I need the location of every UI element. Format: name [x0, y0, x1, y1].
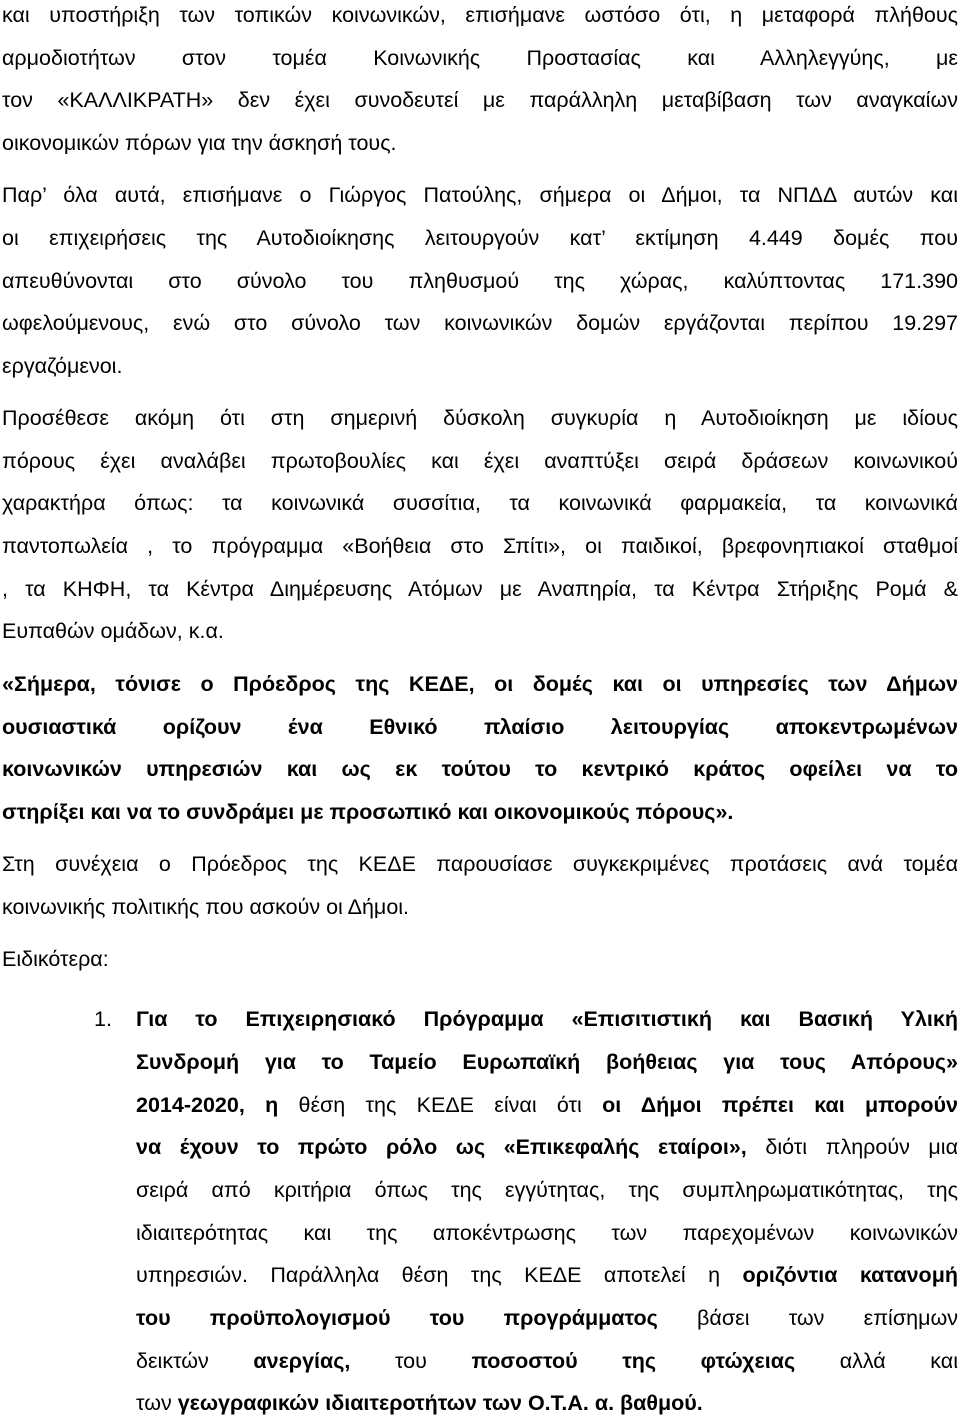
- p2-line-4: ωφελούμενους, ενώ στο σύνολο των κοινωνικών δομών εργάζονται περίπου 19.297: [2, 311, 958, 335]
- item1-line-2: Συνδρομή για το Ταμείο Ευρωπαϊκή βοήθειας για τους Απόρους»: [136, 1050, 958, 1074]
- p1-line-3: τον «ΚΑΛΛΙΚΡΑΤΗ» δεν έχει συνοδευτεί με παράλληλη μεταβίβαση των αναγκαίων: [2, 88, 958, 112]
- p4-line-4: στηρίξει και να το συνδράμει με προσωπικό και οικονομικούς πόρους».: [2, 800, 734, 824]
- p4-line-3: κοινωνικών υπηρεσιών και ως εκ τούτου το κεντρικό κράτος οφείλει να το: [2, 757, 958, 781]
- p3-line-6: Ευπαθών ομάδων, κ.α.: [2, 619, 224, 643]
- p3-line-5: , τα ΚΗΦΗ, τα Κέντρα Διημέρευσης Ατόμων με Αναπηρία, τα Κέντρα Στήριξης Ρομά &: [2, 577, 958, 601]
- item1-line-10: [136, 1388, 703, 1418]
- p2-line-3: απευθύνονται στο σύνολο του πληθυσμού της χώρας, καλύπτοντας 171.390: [2, 269, 958, 293]
- p3-line-3: χαρακτήρα όπως: τα κοινωνικά συσσίτια, τα κοινωνικά φαρμακεία, τα κοινωνικά: [2, 491, 958, 515]
- p5-line-2: κοινωνικής πολιτικής που ασκούν οι Δήμοι.: [2, 895, 410, 919]
- item1-line-9-bold-b: ποσοστού της φτώχειας: [471, 1349, 796, 1373]
- item1-line-3: [136, 1090, 958, 1120]
- item1-line-8-text: βάσει των επίσημων: [657, 1306, 958, 1330]
- item1-line-9: [136, 1346, 958, 1376]
- item1-line-9-text-b: του: [350, 1349, 472, 1373]
- item1-line-1: Για το Επιχειρησιακό Πρόγραμμα «Επισιτιστική και Βασική Υλική: [136, 1007, 958, 1031]
- p4-line-2: ουσιαστικά ορίζουν ένα Εθνικό πλαίσιο λειτουργίας αποκεντρωμένων: [2, 715, 958, 739]
- item1-line-4-text: διότι πληρούν μια: [746, 1135, 959, 1159]
- p1-line-4: οικονομικών πόρων για την άσκησή τους.: [2, 131, 397, 155]
- item1-line-3-text: θέση της ΚΕΔΕ είναι ότι: [278, 1093, 603, 1117]
- p3-line-4: παντοπωλεία , το πρόγραμμα «Βοήθεια στο Σπίτι», οι παιδικοί, βρεφονηπιακοί σταθμοί: [2, 534, 958, 558]
- p6-heading: Ειδικότερα:: [2, 947, 109, 971]
- item1-line-3-bold-a: 2014-2020, η: [136, 1093, 279, 1117]
- item1-line-5: σειρά από κριτήρια όπως της εγγύτητας, της συμπληρωματικότητας, της: [136, 1178, 958, 1202]
- item1-line-4: [136, 1132, 958, 1162]
- p4-line-1: «Σήμερα, τόνισε ο Πρόεδρος της ΚΕΔΕ, οι δομές και οι υπηρεσίες των Δήμων: [2, 672, 958, 696]
- p2-line-2: οι επιχειρήσεις της Αυτοδιοίκησης λειτουργούν κατ’ εκτίμηση 4.449 δομές που: [2, 226, 958, 250]
- item1-line-10-text: των: [136, 1391, 178, 1415]
- item1-line-10-bold: γεωγραφικών ιδιαιτεροτήτων των Ο.Τ.Α. α. βαθμού.: [177, 1391, 703, 1415]
- p2-line-5: εργαζόμενοι.: [2, 354, 123, 378]
- item1-line-6: ιδιαιτερότητας και της αποκέντρωσης των παρεχομένων κοινωνικών: [136, 1221, 958, 1245]
- p1-line-1: και υποστήριξη των τοπικών κοινωνικών, επισήμανε ωστόσο ότι, η μεταφορά πλήθους: [2, 3, 958, 27]
- p3-line-2: πόρους έχει αναλάβει πρωτοβουλίες και έχει αναπτύξει σειρά δράσεων κοινωνικού: [2, 449, 958, 473]
- item1-line-9-text-a: δεικτών: [136, 1349, 254, 1373]
- item1-line-7: [136, 1260, 958, 1290]
- p1-line-2: αρμοδιοτήτων στον τομέα Κοινωνικής Προστασίας και Αλληλεγγύης, με: [2, 46, 958, 70]
- item1-line-8: [136, 1303, 958, 1333]
- item1-line-9-bold-a: ανεργίας,: [253, 1349, 351, 1373]
- list-item-number: 1.: [94, 1007, 112, 1031]
- item1-line-9-text-c: αλλά και: [795, 1349, 959, 1373]
- item1-line-3-bold-b: οι Δήμοι πρέπει και μπορούν: [602, 1093, 959, 1117]
- item1-line-8-bold: του προϋπολογισμού του προγράμματος: [136, 1306, 658, 1330]
- p2-line-1: Παρ’ όλα αυτά, επισήμανε ο Γιώργος Πατούλης, σήμερα οι Δήμοι, τα ΝΠΔΔ αυτών και: [2, 183, 958, 207]
- item1-line-7-text: υπηρεσιών. Παράλληλα θέση της ΚΕΔΕ αποτελεί η: [136, 1263, 743, 1287]
- p5-line-1: Στη συνέχεια ο Πρόεδρος της ΚΕΔΕ παρουσίασε συγκεκριμένες προτάσεις ανά τομέα: [2, 852, 958, 876]
- item1-line-7-bold: οριζόντια κατανομή: [742, 1263, 958, 1287]
- item1-line-4-bold: να έχουν το πρώτο ρόλο ως «Επικεφαλής εταίροι»,: [136, 1135, 747, 1159]
- p3-line-1: Προσέθεσε ακόμη ότι στη σημερινή δύσκολη συγκυρία η Αυτοδιοίκηση με ιδίους: [2, 406, 958, 430]
